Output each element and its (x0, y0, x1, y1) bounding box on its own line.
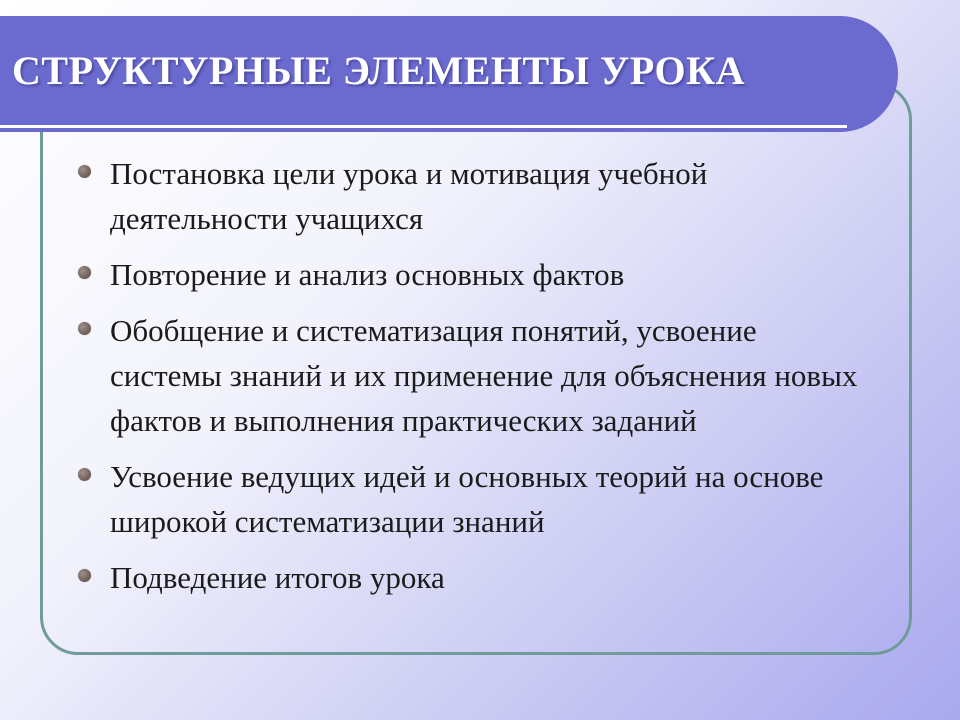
bullet-icon (78, 468, 91, 481)
bullet-icon (78, 322, 91, 335)
list-item (76, 556, 876, 601)
bullet-icon (78, 569, 91, 582)
list-item (76, 455, 876, 545)
title-bar (0, 16, 898, 132)
list-item-text: Повторение и анализ основных фактов (110, 256, 625, 292)
list-item-text: Обобщение и систематизация понятий, усвоение системы знаний и их применение для объяснения новых фактов и выполнения практических заданий (110, 312, 858, 438)
title-underline (0, 125, 847, 128)
list-item-text: Усвоение ведущих идей и основных теорий на основе широкой систематизации знаний (110, 458, 824, 539)
list-item (76, 152, 876, 242)
list-item (76, 309, 876, 444)
list-item-text: Постановка цели урока и мотивация учебной деятельности учащихся (110, 156, 708, 236)
list-item-text: Подведение итогов урока (110, 559, 445, 595)
slide-title: СТРУКТУРНЫЕ ЭЛЕМЕНТЫ УРОКА (12, 47, 746, 93)
bullet-icon (78, 165, 91, 178)
bullet-icon (78, 266, 91, 279)
list-item (76, 253, 876, 298)
bullet-list (76, 152, 876, 611)
